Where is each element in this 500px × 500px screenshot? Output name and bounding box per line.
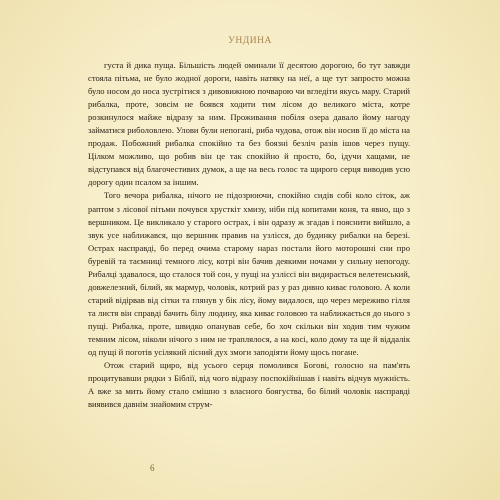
paragraph-3: Отож старий щиро, від усього серця помолився Богові, голосно на пам'ять процитувавши рядки з Біблії, від чого відразу поспокійнішав і навіть відчув мужність. А вже за мить йому стало смішно з власного боягуства, бо білий чоловік насправді виявився давнім знайомим струм- [88,360,410,410]
paragraph-1: густа й дика пуща. Більшість людей оминали її десятою дорогою, бо тут завжди стояла пітьма, не було жодної дороги, навіть натяку на неї, а ще тут запросто можна було носом до носа зустрітися з дивовижною почварою чи вгледіти якусь мару. Старий рибалка, проте, зовсім не боявся ходити тим лісом до великого міста, котре розкинулося майже відразу за ним. Проживання побіля озера давало йому нагоду займатися риболовлею. Улови були непогані, риба чудова, отож він носив її до міста на продаж. Побожний рибалка спокійно та без боязні безліч разів ішов через пущу. Цілком можливо, що робив він це так спокійно й просто, бо, ідучи хащами, не відступався від благочестивих думок, а ще на весь голос та щирого серця виводив усю дорогу один псалом за іншим. [88,60,410,188]
running-head: УНДИНА [228,36,272,46]
page-number: 6 [150,463,155,473]
body-text [88,59,410,411]
paragraph-2: Того вечора рибалка, нічого не підозрюючи, спокійно сидів собі коло сіток, аж раптом з лісової пітьми почувся хрусткіт хмизу, ніби під копитами коня, та явно, що з вершником. Це викликало у старого острах, і він одразу ж згадав і пояснити вийшло, а звук усе наближався, що вершник правив на узлісся, до будинку рибалки на березі. Острах насправді, бо перед очима старому нараз постали його моторошні сни про буревій та таємниці темного лісу, котрі він бачив деякими ночами у сильну непогоду. Рибалці здавалося, що сталося той сон, у пущі на узліссі він видирається велетенський, довжелезний, білий, як мармур, чоловік, котрий раз у раз дивно киває головою. А коли старий відірвав від сітки та глянув у бік лісу, йому видалося, що через мереживо гілля та листя він справді бачить білу людину, яка киває головою та наближається до нього з пущі. Рибалка, проте, швидко опанував себе, бо хоч скільки він ходив тим чужим темним лісом, ніколи нічого з ним не траплялося, а на косі, коло дому та ще й віддалік од пущі й поготів усілякий лісний дух змоги заподіяти йому щось погане. [88,190,410,358]
